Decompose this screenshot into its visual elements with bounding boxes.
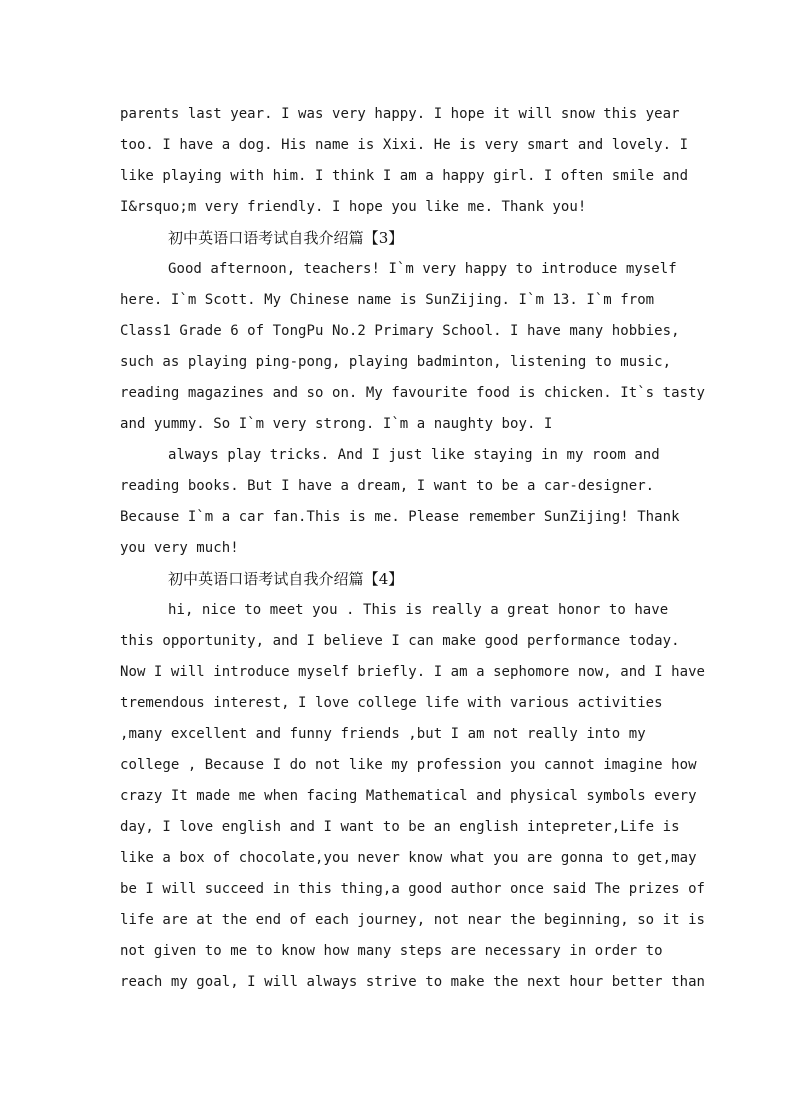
section-heading-3: 初中英语口语考试自我介绍篇【3】 (168, 229, 404, 247)
text-line: parents last year. I was very happy. I hope it will snow this year (120, 106, 680, 122)
text-line: such as playing ping-pong, playing badminton, listening to music, (120, 354, 672, 370)
section-heading-4: 初中英语口语考试自我介绍篇【4】 (168, 570, 404, 588)
text-line: too. I have a dog. His name is Xixi. He is very smart and lovely. I (120, 137, 689, 153)
paragraph-first-line: always play tricks. And I just like staying in my room and (168, 447, 660, 463)
text-line: like playing with him. I think I am a happy girl. I often smile and (120, 168, 689, 184)
text-line: like a box of chocolate,you never know what you are gonna to get,may (120, 850, 697, 866)
text-line: college , Because I do not like my profession you cannot imagine how (120, 757, 697, 773)
paragraph-first-line: Good afternoon, teachers! I`m very happy to introduce myself (168, 261, 677, 277)
text-line: reading magazines and so on. My favourite food is chicken. It`s tasty (120, 385, 706, 401)
text-line: crazy It made me when facing Mathematical and physical symbols every (120, 788, 697, 804)
text-line: here. I`m Scott. My Chinese name is SunZijing. I`m 13. I`m from (120, 292, 655, 308)
text-line: Now I will introduce myself briefly. I am a sephomore now, and I have (120, 664, 706, 680)
text-line: you very much! (120, 540, 239, 556)
text-line: reading books. But I have a dream, I want to be a car-designer. (120, 478, 655, 494)
text-line: not given to me to know how many steps are necessary in order to (120, 943, 663, 959)
text-line: ,many excellent and funny friends ,but I am not really into my (120, 726, 646, 742)
paragraph-first-line: hi, nice to meet you . This is really a great honor to have (168, 602, 669, 618)
text-line: day, I love english and I want to be an english intepreter,Life is (120, 819, 680, 835)
text-line: be I will succeed in this thing,a good author once said The prizes of (120, 881, 706, 897)
text-line: reach my goal, I will always strive to make the next hour better than (120, 974, 706, 990)
text-line: tremendous interest, I love college life with various activities (120, 695, 663, 711)
text-line: I&rsquo;m very friendly. I hope you like me. Thank you! (120, 199, 587, 215)
text-line: Class1 Grade 6 of TongPu No.2 Primary School. I have many hobbies, (120, 323, 680, 339)
text-line: life are at the end of each journey, not near the beginning, so it is (120, 912, 706, 928)
text-line: and yummy. So I`m very strong. I`m a naughty boy. I (120, 416, 553, 432)
text-line: this opportunity, and I believe I can make good performance today. (120, 633, 680, 649)
text-line: Because I`m a car fan.This is me. Please remember SunZijing! Thank (120, 509, 680, 525)
document-body (120, 99, 706, 998)
